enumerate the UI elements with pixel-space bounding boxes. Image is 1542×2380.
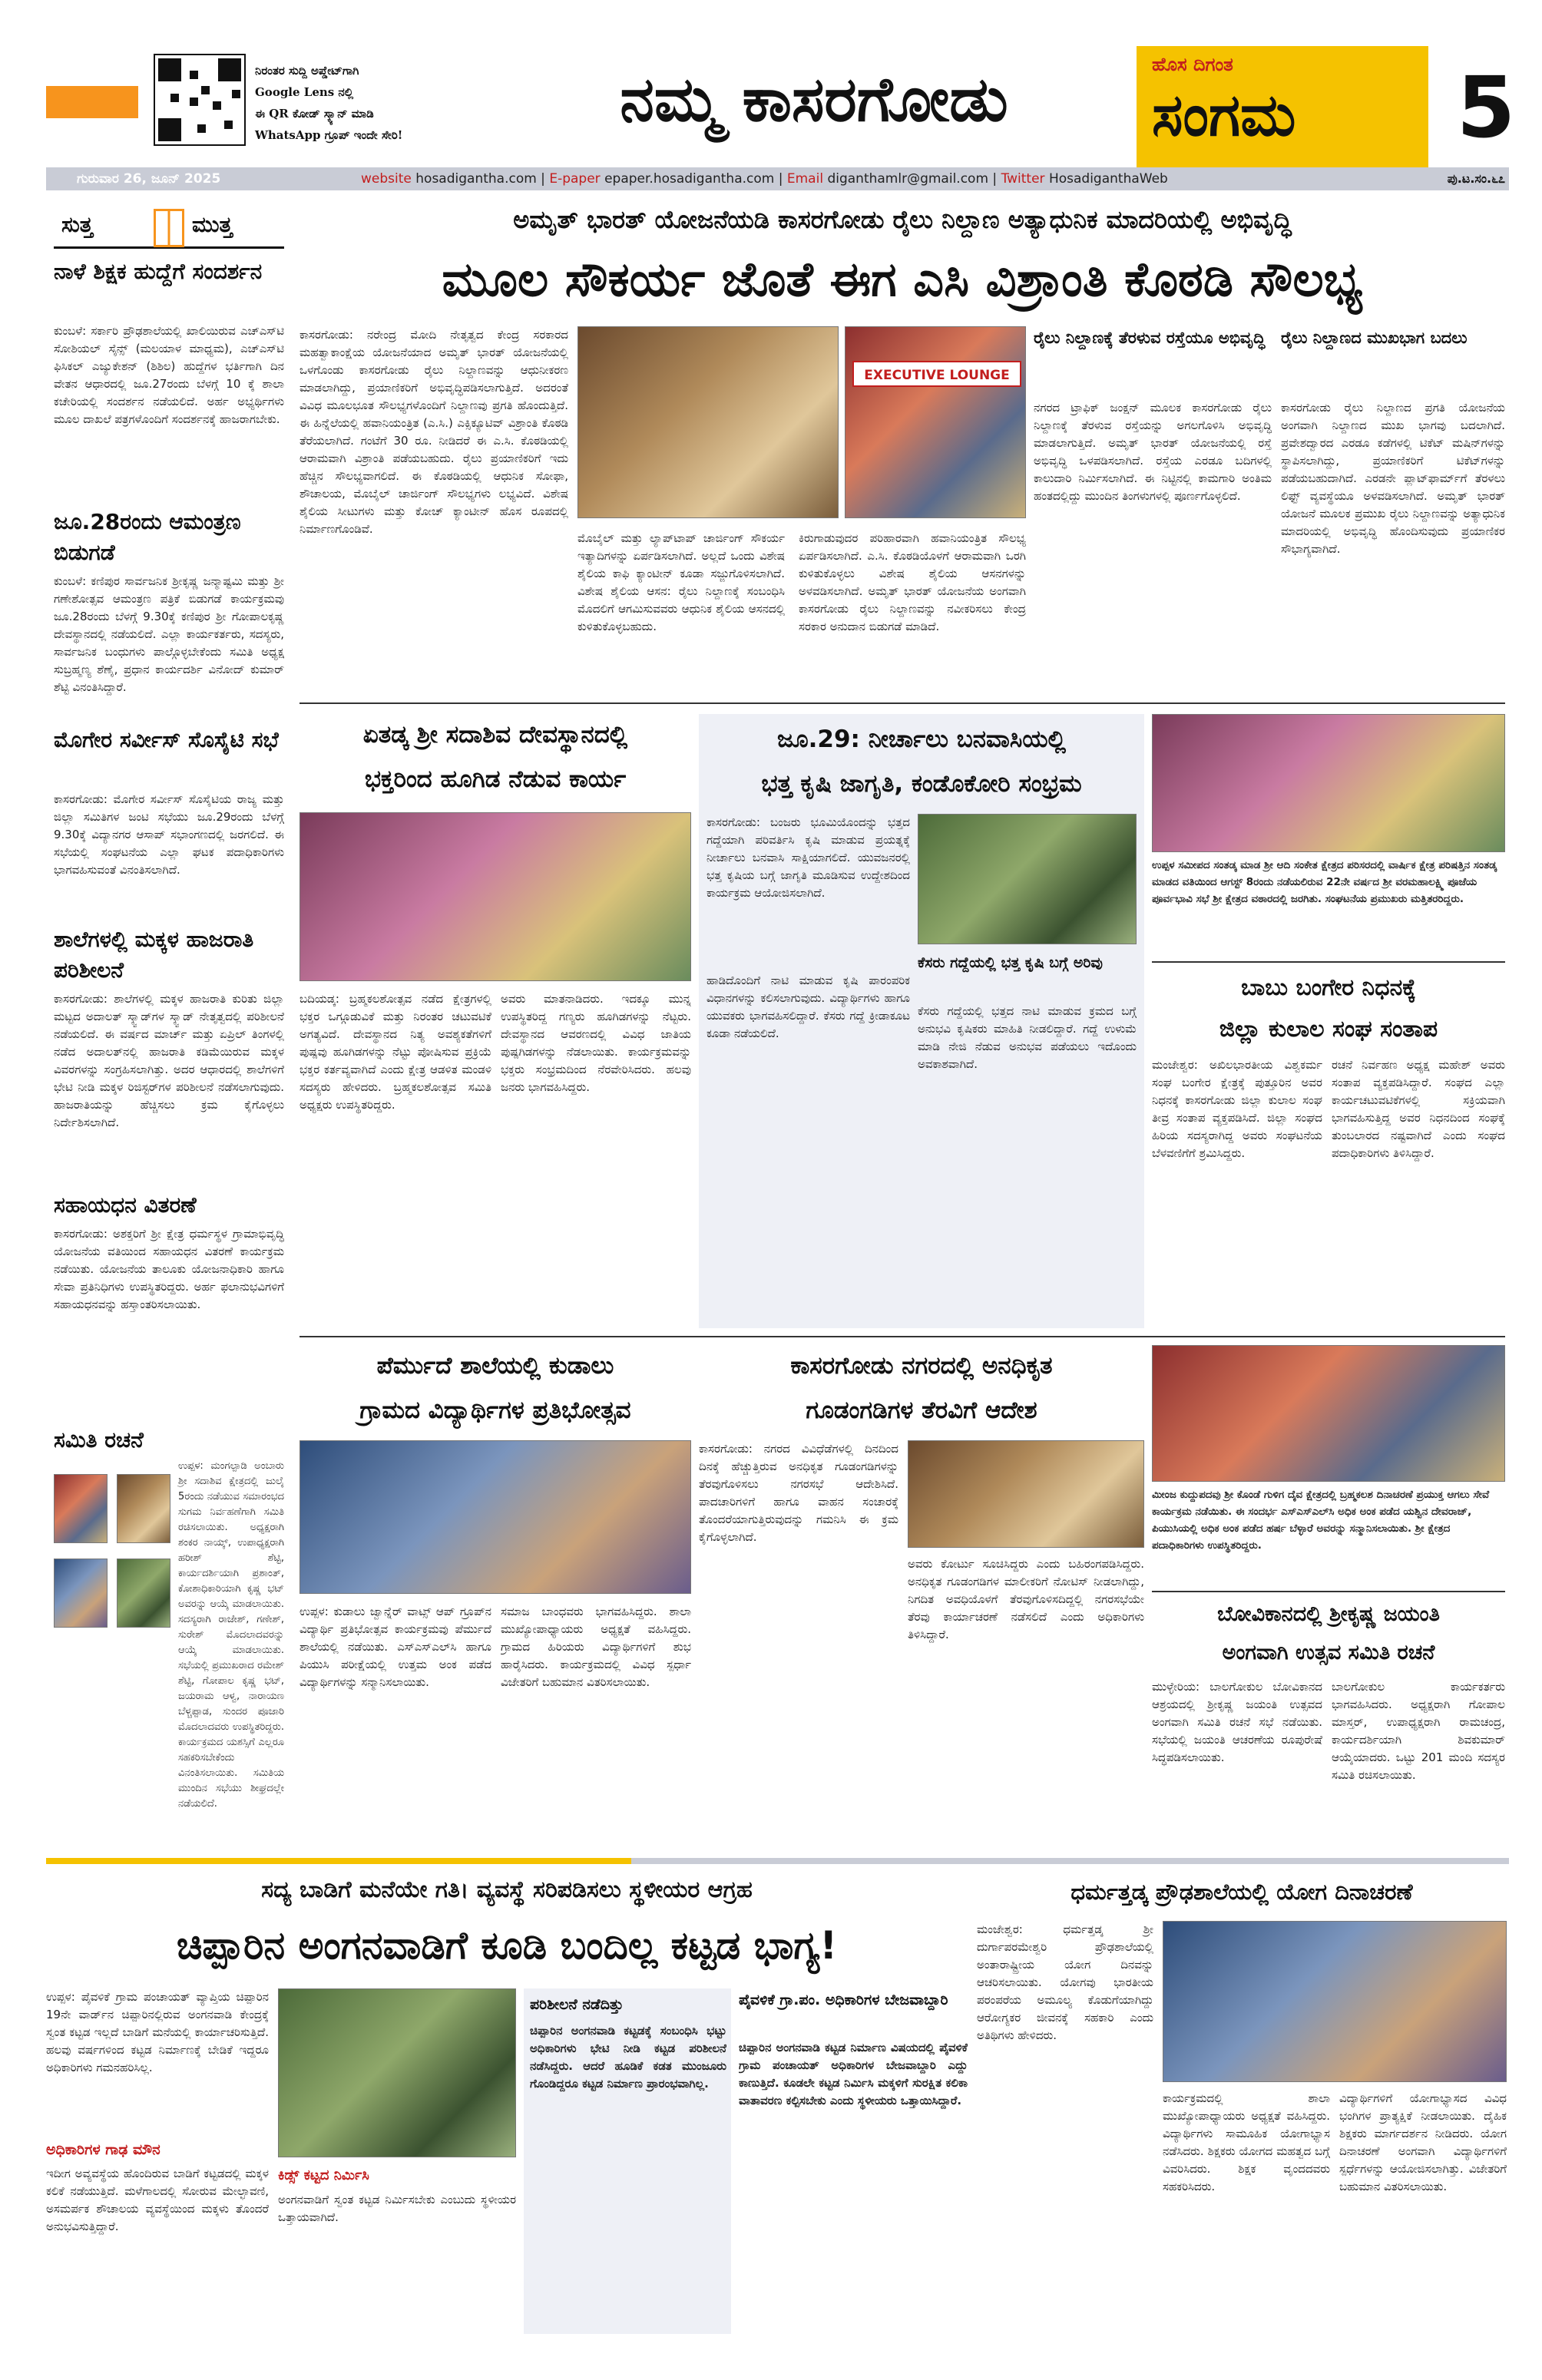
box-body: ಚಿಪ್ಪಾರಿನ ಅಂಗನವಾಡಿ ಕಟ್ಟಡ ನಿರ್ಮಾಣ ವಿಷಯದಲ್ಲಿ ಪೈವಳಿಕೆ ಗ್ರಾಮ ಪಂಚಾಯತ್ ಅಧಿಕಾರಿಗಳ ಬೇಜವಾಬ್ದಾರಿ ಎದ್ದು ಕಾಣುತ್ತಿದೆ. ಕೂಡಲೇ ಕಟ್ಟಡ ನಿರ್ಮಿಸಿ ಮಕ್ಕಳಿಗೆ ಸುರಕ್ಷಿತ ಕಲಿಕಾ ವಾತಾವರಣ ಕಲ್ಪಿಸಬೇಕು ಎಂದು ಸ್ಥಳೀಯರು ಒತ್ತಾಯಿಸಿದ್ದಾರೆ.	[739, 2041, 968, 2107]
story-headline: ಬಾಬು ಬಂಗೇರ ನಿಧನಕ್ಕೆ	[1241, 974, 1416, 1001]
photo-caption: ಮೀಂಜ ಕುದ್ದುಪದವು ಶ್ರೀ ಕೊಂಡೆ ಗುಳಿಗ ದೈವ ಕ್ಷೇತ್ರದಲ್ಲಿ ಬ್ರಹ್ಮಕಲಶ ದಿನಾಚರಣೆ ಪ್ರಯುಕ್ತ ಆಗಲು ಸೇವೆ ಕಾರ್ಯಕ್ರಮ ನಡೆಯಿತು. ಈ ಸಂದರ್ಭ ಎಸ್‌ಎಸ್‌ಎಲ್‌ಸಿ ಅಧಿಕ ಅಂಕ ಪಡೆದ ಯಶ್ವಿನ ದೇವರಾಜ್, ಪಿಯುಸಿಯಲ್ಲಿ ಅಧಿಕ ಅಂಕ ಪಡೆದ ಹರ್ಷ ಬೆಳ್ಳಾರೆ ಅವರನ್ನು ಸನ್ಮಾನಿಸಲಾಯಿತು. ಶ್ರೀ ಕ್ಷೇತ್ರದ ಪದಾಧಿಕಾರಿಗಳು ಉಪಸ್ಥಿತರಿದ್ದರು.	[1152, 1489, 1490, 1552]
epaper-link[interactable]: epaper.hosadigantha.com	[604, 171, 775, 187]
school-event-photo	[299, 1440, 691, 1594]
story-headline: ಗ್ರಾಮದ ವಿದ್ಯಾರ್ಥಿಗಳ ಪ್ರತಿಭೋತ್ಸವ	[359, 1397, 631, 1424]
lead-body-col: ಕಿರುಗಾಡುವುದರ ಪರಿಹಾರವಾಗಿ ಹವಾನಿಯಂತ್ರಿತ ಸೌಲಭ್ಯ ಏರ್ಪಡಿಸಲಾಗಿದೆ. ಎ.ಸಿ. ಕೊಠಡಿಯೊಳಗೆ ಆರಾಮವಾಗಿ ಒರಗಿ ಕುಳಿತುಕೊಳ್ಳಲು ವಿಶೇಷ ಶೈಲಿಯ ಆಸನಗಳನ್ನು ಅಳವಡಿಸಲಾಗಿದೆ. ಅಮೃತ್ ಭಾರತ್ ಯೋಜನೆಯ ಅಂಗವಾಗಿ ಕಾಸರಗೋಡು ರೈಲು ನಿಲ್ದಾಣವನ್ನು ನವೀಕರಿಸಲು ಕೇಂದ್ರ ಸರಕಾರ ಅನುದಾನ ಬಿಡುಗಡೆ ಮಾಡಿದೆ.	[799, 531, 1026, 633]
yoga-session-photo	[1163, 1921, 1507, 2082]
story-headline: ಬೋವಿಕಾನದಲ್ಲಿ ಶ್ರೀಕೃಷ್ಣ ಜಯಂತಿ	[1217, 1602, 1440, 1626]
story-body-col: ಅವರು ಕೋರ್ಟು ಸೂಚಿಸಿದ್ದರು ಎಂದು ಬಹಿರಂಗಪಡಿಸಿದ್ದರು. ಅನಧಿಕೃತ ಗೂಡಂಗಡಿಗಳ ಮಾಲೀಕರಿಗೆ ನೋಟಿಸ್ ನೀಡಲಾಗಿದ್ದು, ನಿಗದಿತ ಅವಧಿಯೊಳಗೆ ತೆರವುಗೊಳಿಸದಿದ್ದಲ್ಲಿ ನಗರಸಭೆಯೇ ತೆರವು ಕಾರ್ಯಾಚರಣೆ ನಡೆಸಲಿದೆ ಎಂದು ಅಧಿಕಾರಿಗಳು ತಿಳಿಸಿದ್ದಾರೆ.	[908, 1557, 1144, 1641]
story-body-col: ಇದೀಗ ಅವ್ಯವಸ್ಥೆಯ ಹೊಂದಿರುವ ಬಾಡಿಗೆ ಕಟ್ಟಡದಲ್ಲಿ ಮಕ್ಕಳ ಕಲಿಕೆ ನಡೆಯುತ್ತಿದೆ. ಮಳೆಗಾಲದಲ್ಲಿ ಸೋರುವ ಮೇಲ್ಛಾವಣಿ, ಅಸಮರ್ಪಕ ಶೌಚಾಲಯ ವ್ಯವಸ್ಥೆಯಿಂದ ಮಕ್ಕಳು ತೊಂದರೆ ಅನುಭವಿಸುತ್ತಿದ್ದಾರೆ.	[46, 2167, 269, 2233]
story-headline: ಜೂ.29: ನೀರ್ಚಾಲು ಬನವಾಸಿಯಲ್ಲಿ	[777, 726, 1066, 753]
brand-small: ಹೊಸ ದಿಗಂತ	[1152, 54, 1233, 75]
page-title: ನಮ್ಮ ಕಾಸರಗೋಡು	[620, 64, 1008, 135]
divider	[299, 702, 1505, 704]
brief-heading: ಮೊಗೇರ ಸರ್ವೀಸ್ ಸೊಸೈಟಿ ಸಭೆ	[54, 727, 279, 752]
masthead-links: website hosadigantha.com | E-paper epaper.hosadigantha.com | Email diganthamlr@gmail.com | Twitter HosadiganthaWeb	[361, 171, 1168, 187]
story-body-col: ಅವರು ಮಾತನಾಡಿದರು. ಇದಕ್ಕೂ ಮುನ್ನ ಉಪಸ್ಥಿತರಿದ್ದ ಗಣ್ಯರು ಹೂಗಿಡಗಳನ್ನು ನೆಟ್ಟರು. ದೇವಸ್ಥಾನದ ಆವರಣದಲ್ಲಿ ವಿವಿಧ ಜಾತಿಯ ಪುಷ್ಪಗಿಡಗಳನ್ನು ನೆಡಲಾಯಿತು. ಕಾರ್ಯಕ್ರಮವನ್ನು ಭಕ್ತರು ಸಂಭ್ರಮದಿಂದ ನೆರವೇರಿಸಿದರು. ಹಲವು ಜನರು ಭಾಗವಹಿಸಿದ್ದರು.	[501, 992, 691, 1094]
story-body-col: ಮಂಜೇಶ್ವರ: ಅಖಿಲಭಾರತೀಯ ವಿಶ್ವಕರ್ಮ ಸಂಘ ಬಂಗೇರ ಕ್ಷೇತ್ರಕ್ಕೆ ಪುತ್ತೂರಿನ ಅವರ ನಿಧನಕ್ಕೆ ಕಾಸರಗೋಡು ಜಿಲ್ಲಾ ಕುಲಾಲ ಸಂಘ ತೀವ್ರ ಸಂತಾಪ ವ್ಯಕ್ತಪಡಿಸಿದೆ. ಜಿಲ್ಲಾ ಸಂಘದ ಹಿರಿಯ ಸದಸ್ಯರಾಗಿದ್ದ ಅವರು ಸಂಘಟನೆಯ ಬೆಳವಣಿಗೆಗೆ ಶ್ರಮಿಸಿದ್ದರು.	[1152, 1058, 1322, 1160]
brief-heading: ಸಹಾಯಧನ ವಿತರಣೆ	[54, 1192, 197, 1218]
box-heading: ಪೈವಳಿಕೆ ಗ್ರಾ.ಪಂ. ಅಧಿಕಾರಿಗಳ ಬೇಜವಾಬ್ದಾರಿ	[739, 1992, 948, 2008]
qr-note-line: WhatsApp ಗ್ರೂಪ್ ಇಂದೇ ಸೇರಿ!	[255, 128, 403, 142]
edition-number: ಪು.ಟ.ಸಂ.೬೭	[1447, 171, 1505, 186]
brief-body: ಉಪ್ಪಳ: ಮಂಗಲ್ಪಾಡಿ ಅಂಬಾರು ಶ್ರೀ ಸದಾಶಿವ ಕ್ಷೇತ್ರದಲ್ಲಿ ಜುಲೈ 5ರಂದು ನಡೆಯುವ ಸಮಾರಂಭದ ಸುಗಮ ನಿರ್ವಹಣೆಗಾಗಿ ಸಮಿತಿ ರಚಿಸಲಾಯಿತು. ಅಧ್ಯಕ್ಷರಾಗಿ ಶಂಕರ ನಾಯ್ಕ್, ಉಪಾಧ್ಯಕ್ಷರಾಗಿ ಹರೀಶ್ ಶೆಟ್ಟಿ, ಕಾರ್ಯದರ್ಶಿಯಾಗಿ ಪ್ರಶಾಂತ್, ಕೋಶಾಧಿಕಾರಿಯಾಗಿ ಕೃಷ್ಣ ಭಟ್ ಅವರನ್ನು ಆಯ್ಕೆ ಮಾಡಲಾಯಿತು. ಸದಸ್ಯರಾಗಿ ರಾಜೇಶ್, ಗಣೇಶ್, ಸುರೇಶ್ ಮೊದಲಾದವರನ್ನು ಆಯ್ಕೆ ಮಾಡಲಾಯಿತು. ಸಭೆಯಲ್ಲಿ ಪ್ರಮುಖರಾದ ರಮೇಶ್ ಶೆಟ್ಟಿ, ಗೋಪಾಲ ಕೃಷ್ಣ ಭಟ್, ಜಯರಾಮ ಆಳ್ವ, ನಾರಾಯಣ ಬೆಳ್ಚಪ್ಪಾಡ, ಸುಂದರ ಪೂಜಾರಿ ಮೊದಲಾದವರು ಉಪಸ್ಥಿತರಿದ್ದರು. ಕಾರ್ಯಕ್ರಮದ ಯಶಸ್ಸಿಗೆ ಎಲ್ಲರೂ ಸಹಕರಿಸಬೇಕೆಂದು ವಿನಂತಿಸಲಾಯಿತು. ಸಮಿತಿಯ ಮುಂದಿನ ಸಭೆಯು ಶೀಘ್ರದಲ್ಲೇ ನಡೆಯಲಿದೆ.	[178, 1460, 284, 1810]
sutta-label: ಸುತ್ತ	[61, 212, 93, 237]
brief-heading: ಸಮಿತಿ ರಚನೆ	[54, 1427, 144, 1453]
lead-headline: ಮೂಲ ಸೌಕರ್ಯ ಜೊತೆ ಈಗ ಎಸಿ ವಿಶ್ರಾಂತಿ ಕೊಠಡಿ ಸೌಲಭ್ಯ	[442, 251, 1363, 307]
story-body-col: ವಿದ್ಯಾರ್ಥಿಗಳಿಗೆ ಯೋಗಾಭ್ಯಾಸದ ವಿವಿಧ ಭಂಗಿಗಳ ಪ್ರಾತ್ಯಕ್ಷಿಕೆ ನೀಡಲಾಯಿತು. ದೈಹಿಕ ಶಿಕ್ಷಕರು ಮಾರ್ಗದರ್ಶನ ನೀಡಿದರು. ಯೋಗ ದಿನಾಚರಣೆ ಅಂಗವಾಗಿ ವಿದ್ಯಾರ್ಥಿಗಳಿಗೆ ಸ್ಪರ್ಧೆಗಳನ್ನು ಆಯೋಜಿಸಲಾಗಿತ್ತು. ವಿಜೇತರಿಗೆ ಬಹುಮಾನ ವಿತರಿಸಲಾಯಿತು.	[1339, 2091, 1507, 2193]
qr-note	[255, 60, 531, 152]
story-body-col: ರಚನೆ ನಿರ್ವಹಣ ಅಧ್ಯಕ್ಷ ಮಹೇಶ್ ಅವರು ಸಂತಾಪ ವ್ಯಕ್ತಪಡಿಸಿದ್ದಾರೆ. ಸಂಘದ ಎಲ್ಲಾ ಕಾರ್ಯಚಟುವಟಿಕೆಗಳಲ್ಲಿ ಸಕ್ರಿಯವಾಗಿ ಭಾಗವಹಿಸುತ್ತಿದ್ದ ಅವರ ನಿಧನದಿಂದ ಸಂಘಕ್ಕೆ ತುಂಬಲಾರದ ನಷ್ಟವಾಗಿದೆ ಎಂದು ಸಂಘದ ಪದಾಧಿಕಾರಿಗಳು ತಿಳಿಸಿದ್ದಾರೆ.	[1332, 1058, 1505, 1160]
story-body-col: ಉಪ್ಪಳ: ಕುಡಾಲು ಜ್ವಾನ್ನೆರ್ ವಾಟ್ಸ್ ಆಪ್ ಗ್ರೂಪ್‌ನ ವಿದ್ಯಾರ್ಥಿ ಪ್ರತಿಭೋತ್ಸವ ಕಾರ್ಯಕ್ರಮವು ಪೆರ್ಮುದೆ ಶಾಲೆಯಲ್ಲಿ ನಡೆಯಿತು. ಎಸ್ಎಸ್ಎಲ್‌ಸಿ ಹಾಗೂ ಪಿಯುಸಿ ಪರೀಕ್ಷೆಯಲ್ಲಿ ಉತ್ತಮ ಅಂಕ ಪಡೆದ ವಿದ್ಯಾರ್ಥಿಗಳನ್ನು ಸನ್ಮಾನಿಸಲಾಯಿತು.	[299, 1605, 491, 1689]
lead-sub-body: ನಗರದ ಟ್ರಾಫಿಕ್ ಜಂಕ್ಷನ್ ಮೂಲಕ ಕಾಸರಗೋಡು ರೈಲು ನಿಲ್ದಾಣಕ್ಕೆ ತೆರಳುವ ರಸ್ತೆಯನ್ನು ಅಗಲಗೊಳಿಸಿ ಅಭಿವೃದ್ಧಿ ಮಾಡಲಾಗುತ್ತಿದೆ. ಅಮೃತ್ ಭಾರತ್ ಯೋಜನೆಯಲ್ಲಿ ರಸ್ತೆ ಅಭಿವೃದ್ಧಿ ಒಳಪಡಿಸಲಾಗಿದೆ. ರಸ್ತೆಯ ಎರಡೂ ಬದಿಗಳಲ್ಲಿ ಕಾಲುದಾರಿ ನಿರ್ಮಿಸಲಾಗಿದೆ. ಈ ನಿಟ್ಟಿನಲ್ಲಿ ಕಾಮಗಾರಿ ಅಂತಿಮ ಹಂತದಲ್ಲಿದ್ದು ಮುಂದಿನ ತಿಂಗಳುಗಳಲ್ಲಿ ಪೂರ್ಣಗೊಳ್ಳಲಿದೆ.	[1034, 401, 1272, 503]
story-headline: ಚಿಪ್ಪಾರಿನ ಅಂಗನವಾಡಿಗೆ ಕೂಡಿ ಬಂದಿಲ್ಲ ಕಟ್ಟಡ ಭಾಗ್ಯ!	[176, 1923, 838, 1968]
masthead	[46, 46, 1516, 169]
story-headline: ಗೂಡಂಗಡಿಗಳ ತೆರವಿಗೆ ಆದೇಶ	[806, 1397, 1037, 1424]
story-body-col: ಸಮಾಜ ಬಾಂಧವರು ಭಾಗವಹಿಸಿದ್ದರು. ಶಾಲಾ ಮುಖ್ಯೋಪಾಧ್ಯಾಯರು ಅಧ್ಯಕ್ಷತೆ ವಹಿಸಿದ್ದರು. ಗ್ರಾಮದ ಹಿರಿಯರು ವಿದ್ಯಾರ್ಥಿಗಳಿಗೆ ಶುಭ ಹಾರೈಸಿದರು. ಕಾರ್ಯಕ್ರಮದಲ್ಲಿ ವಿವಿಧ ಸ್ಪರ್ಧಾ ವಿಜೇತರಿಗೆ ಬಹುಮಾನ ವಿತರಿಸಲಾಯಿತು.	[501, 1605, 691, 1689]
farm-house-photo	[918, 814, 1137, 944]
box-body: ಚಿಪ್ಪಾರಿನ ಅಂಗನವಾಡಿ ಕಟ್ಟಡಕ್ಕೆ ಸಂಬಂಧಿಸಿ ಭಟ್ಟು ಅಧಿಕಾರಿಗಳು ಭೇಟಿ ನೀಡಿ ಕಟ್ಟಡ ಪರಿಶೀಲನೆ ನಡೆಸಿದ್ದರು. ಆದರೆ ಹೂಡಿಕೆ ಕಡತ ಮುಂಜೂರು ಗೊಂಡಿದ್ದರೂ ಕಟ್ಟಡ ನಿರ್ಮಾಣ ಪ್ರಾರಂಭವಾಗಿಲ್ಲ.	[530, 2024, 726, 2091]
story-body-col: ಉಪ್ಪಳ: ಪೈವಳಿಕೆ ಗ್ರಾಮ ಪಂಚಾಯತ್ ವ್ಯಾಪ್ತಿಯ ಚಿಪ್ಪಾರಿನ 19ನೇ ವಾರ್ಡ್‌ನ ಚಿಪ್ಪಾರಿನಲ್ಲಿರುವ ಅಂಗನವಾಡಿ ಕೇಂದ್ರಕ್ಕೆ ಸ್ವಂತ ಕಟ್ಟಡ ಇಲ್ಲದೆ ಬಾಡಿಗೆ ಮನೆಯಲ್ಲಿ ಕಾರ್ಯಾಚರಿಸುತ್ತಿದೆ. ಹಲವು ವರ್ಷಗಳಿಂದ ಕಟ್ಟಡ ನಿರ್ಮಾಣಕ್ಕೆ ಬೇಡಿಕೆ ಇದ್ದರೂ ಅಧಿಕಾರಿಗಳು ಗಮನಹರಿಸಿಲ್ಲ.	[46, 1990, 269, 2074]
lounge-entrance-photo	[845, 326, 1026, 518]
website-link[interactable]: hosadigantha.com	[415, 171, 537, 187]
brief-body: ಕಾಸರಗೋಡು: ಶಾಲೆಗಳಲ್ಲಿ ಮಕ್ಕಳ ಹಾಜರಾತಿ ಕುರಿತು ಜಿಲ್ಲಾ ಮಟ್ಟದ ಅದಾಲತ್ ಸ್ಕ್ವಾಡ್‌ಗಳ ಸ್ಕ್ವಾಡ್ ನೇತೃತ್ವದಲ್ಲಿ ಪರಿಶೀಲನೆ ನಡೆಯಲಿದೆ. ಈ ವರ್ಷದ ಮಾರ್ಚ್ ಮತ್ತು ಏಪ್ರಿಲ್ ತಿಂಗಳಲ್ಲಿ ನಡೆದ ಅದಾಲತ್‌ನಲ್ಲಿ ಹಾಜರಾತಿ ಕಡಿಮೆಯಿರುವ ಮಕ್ಕಳ ವಿವರಗಳನ್ನು ಸಂಗ್ರಹಿಸಲಾಗಿತ್ತು. ಅದರ ಆಧಾರದಲ್ಲಿ ಶಾಲೆಗಳಿಗೆ ಭೇಟಿ ನೀಡಿ ಮಕ್ಕಳ ರಿಜಿಸ್ಟರ್‌ಗಳ ಪರಿಶೀಲನೆ ನಡೆಸಲಾಗುವುದು. ಹಾಜರಾತಿಯನ್ನು ಹೆಚ್ಚಿಸಲು ಕ್ರಮ ಕೈಗೊಳ್ಳಲು ನಿರ್ದೇಶಿಸಲಾಗಿದೆ.	[54, 992, 284, 1129]
story-body-col: ಕಾಸರಗೋಡು: ಬಂಜರು ಭೂಮಿಯೊಂದನ್ನು ಭತ್ತದ ಗದ್ದೆಯಾಗಿ ಪರಿವರ್ತಿಸಿ ಕೃಷಿ ಮಾಡುವ ಪ್ರಯತ್ನಕ್ಕೆ ನೀರ್ಚಾಲು ಬನವಾಸಿ ಸಾಕ್ಷಿಯಾಗಲಿದೆ. ಯುವಜನರಲ್ಲಿ ಭತ್ತ ಕೃಷಿಯ ಬಗ್ಗೆ ಜಾಗೃತಿ ಮೂಡಿಸುವ ಉದ್ದೇಶದಿಂದ ಕಾರ್ಯಕ್ರಮ ಆಯೋಜಿಸಲಾಗಿದೆ.	[706, 815, 910, 900]
divider	[299, 1336, 1505, 1337]
brief-body: ಕಾಸರಗೋಡು: ಅಶಕ್ತರಿಗೆ ಶ್ರೀ ಕ್ಷೇತ್ರ ಧರ್ಮಸ್ಥಳ ಗ್ರಾಮಾಭಿವೃದ್ಧಿ ಯೋಜನೆಯ ವತಿಯಿಂದ ಸಹಾಯಧನ ವಿತರಣೆ ಕಾರ್ಯಕ್ರಮ ನಡೆಯಿತು. ಯೋಜನೆಯ ತಾಲೂಕು ಯೋಜನಾಧಿಕಾರಿ ಹಾಗೂ ಸೇವಾ ಪ್ರತಿನಿಧಿಗಳು ಉಪಸ್ಥಿತರಿದ್ದರು. ಅರ್ಹ ಫಲಾನುಭವಿಗಳಿಗೆ ಸಹಾಯಧನವನ್ನು ಹಸ್ತಾಂತರಿಸಲಾಯಿತು.	[54, 1227, 284, 1311]
story-headline: ಅಂಗವಾಗಿ ಉತ್ಸವ ಸಮಿತಿ ರಚನೆ	[1222, 1641, 1435, 1664]
story-headline: ಏತಡ್ಕ ಶ್ರೀ ಸದಾಶಿವ ದೇವಸ್ಥಾನದಲ್ಲಿ	[362, 721, 628, 749]
website-label: website	[361, 171, 412, 187]
mutta-label: ಮುತ್ತ	[192, 212, 233, 237]
lounge-chairs-photo	[577, 326, 839, 518]
story-body-col: ಕಾಸರಗೋಡು: ನಗರದ ವಿವಿಧೆಡೆಗಳಲ್ಲಿ ದಿನದಿಂದ ದಿನಕ್ಕೆ ಹೆಚ್ಚುತ್ತಿರುವ ಅನಧಿಕೃತ ಗೂಡಂಗಡಿಗಳನ್ನು ತೆರವುಗೊಳಿಸಲು ನಗರಸಭೆ ಆದೇಶಿಸಿದೆ. ಪಾದಚಾರಿಗಳಿಗೆ ಹಾಗೂ ವಾಹನ ಸಂಚಾರಕ್ಕೆ ತೊಂದರೆಯಾಗುತ್ತಿರುವುದನ್ನು ಗಮನಿಸಿ ಈ ಕ್ರಮ ಕೈಗೊಳ್ಳಲಾಗಿದೆ.	[699, 1442, 898, 1544]
lead-body-col: ಕಾಸರಗೋಡು: ನರೇಂದ್ರ ಮೋದಿ ನೇತೃತ್ವದ ಕೇಂದ್ರ ಸರಕಾರದ ಮಹತ್ವಾಕಾಂಕ್ಷೆಯ ಯೋಜನೆಯಾದ ಅಮೃತ್ ಭಾರತ್ ಯೋಜನೆಯಲ್ಲಿ ಒಳಗೊಂಡು ಕಾಸರಗೋಡು ರೈಲು ನಿಲ್ದಾಣವನ್ನು ಆಧುನೀಕರಣ ಮಾಡಲಾಗಿದ್ದು, ಪ್ರಯಾಣಿಕರಿಗೆ ಅಭಿವೃದ್ಧಿಪಡಿಸಲಾಗುತ್ತಿದೆ. ಅದರಂತೆ ವಿವಿಧ ಮೂಲಭೂತ ಸೌಲಭ್ಯಗಳೊಂದಿಗೆ ನಿಲ್ದಾಣವು ಪ್ರಗತಿ ಹೊಂದುತ್ತಿದೆ. ಈ ಹಿನ್ನೆಲೆಯಲ್ಲಿ ಹವಾನಿಯಂತ್ರಿತ (ಎ.ಸಿ.) ಎಕ್ಸಿಕ್ಯೂಟಿವ್ ವಿಶ್ರಾಂತಿ ಕೊಠಡಿ ತೆರೆಯಲಾಗಿದೆ. ಗಂಟೆಗೆ 30 ರೂ. ನೀಡಿದರೆ ಈ ಎ.ಸಿ. ಕೊಠಡಿಯಲ್ಲಿ ಆರಾಮವಾಗಿ ವಿಶ್ರಾಂತಿ ಪಡೆಯಬಹುದು. ರೈಲು ಪ್ರಯಾಣಿಕರಿಗೆ ಇದು ಹೆಚ್ಚಿನ ಸೌಲಭ್ಯವಾಗಲಿದೆ. ಈ ಕೊಠಡಿಯಲ್ಲಿ ಆಧುನಿಕ ಸೋಫಾ, ಶೌಚಾಲಯ, ಮೊಬೈಲ್ ಚಾರ್ಜಿಂಗ್ ಸೌಲಭ್ಯಗಳು ಲಭ್ಯವಿದೆ. ವಿಶೇಷ ಶೈಲಿಯ ಸೀಟುಗಳು ಮತ್ತು ಕೋಚ್ ಕ್ಯಾಂಟೀನ್ ಹೊಸ ರೂಪದಲ್ಲಿ ನಿರ್ಮಾಣಗೊಂಡಿವೆ.	[299, 328, 568, 536]
divider	[1152, 1591, 1505, 1592]
qr-code-icon[interactable]	[154, 54, 246, 146]
email-link[interactable]: diganthamlr@gmail.com	[827, 171, 989, 187]
box-heading: ಪರಿಶೀಲನೆ ನಡೆದಿತ್ತು	[530, 1996, 624, 2013]
story-headline: ಧರ್ಮತ್ತಡ್ಕ ಪ್ರೌಢಶಾಲೆಯಲ್ಲಿ ಯೋಗ ದಿನಾಚರಣೆ	[1070, 1879, 1413, 1905]
story-body-col: ಮುಳ್ಳೇರಿಯ: ಬಾಲಗೋಕುಲ ಬೋವಿಕಾನದ ಆಶ್ರಯದಲ್ಲಿ ಶ್ರೀಕೃಷ್ಣ ಜಯಂತಿ ಉತ್ಸವದ ಅಂಗವಾಗಿ ಸಮಿತಿ ರಚನೆ ಸಭೆ ನಡೆಯಿತು. ಸಭೆಯಲ್ಲಿ ಜಯಂತಿ ಆಚರಣೆಯ ರೂಪುರೇಷೆ ಸಿದ್ಧಪಡಿಸಲಾಯಿತು.	[1152, 1680, 1322, 1764]
sangha-meeting-photo	[1152, 714, 1505, 852]
section-divider	[46, 1858, 1509, 1864]
municipality-building-photo	[908, 1440, 1144, 1548]
award-ceremony-photo	[1152, 1345, 1505, 1482]
issue-date: ಗುರುವಾರ 26, ಜೂನ್ 2025	[77, 171, 221, 187]
qr-note-line: Google Lens ನಲ್ಲಿ	[255, 85, 354, 99]
story-headline: ಪೆರ್ಮುದೆ ಶಾಲೆಯಲ್ಲಿ ಕುಡಾಲು	[376, 1352, 614, 1380]
book-icon	[154, 209, 184, 247]
brief-body: ಕುಂಬಳೆ: ಸರ್ಕಾರಿ ಪ್ರೌಢಶಾಲೆಯಲ್ಲಿ ಖಾಲಿಯಿರುವ ಎಚ್‌ಎಸ್‌ಟಿ ಸೋಶಿಯಲ್ ಸೈನ್ಸ್ (ಮಲಯಾಳ ಮಾಧ್ಯಮ), ಎಚ್‌ಎಸ್‌ಟಿ ಫಿಸಿಕಲ್ ಎಜ್ಯುಕೇಶನ್ (ಶಿಶಿಲ) ಹುದ್ದೆಗಳ ಭರ್ತಿಗಾಗಿ ದಿನ ವೇತನ ಆಧಾರದಲ್ಲಿ ಜೂ.27ರಂದು ಬೆಳಗ್ಗೆ 10 ಕ್ಕೆ ಶಾಲಾ ಕಚೇರಿಯಲ್ಲಿ ಸಂದರ್ಶನ ನಡೆಯಲಿದೆ. ಅರ್ಹ ಅಭ್ಯರ್ಥಿಗಳು ಮೂಲ ದಾಖಲೆ ಪತ್ರಗಳೊಂದಿಗೆ ಸಂದರ್ಶನಕ್ಕೆ ಹಾಜರಾಗಬೇಕು.	[54, 324, 284, 426]
story-subheading: ಕೆಸರು ಗದ್ದೆಯಲ್ಲಿ ಭತ್ತ ಕೃಷಿ ಬಗ್ಗೆ ಅರಿವು	[918, 954, 1103, 971]
page-number: 5	[1456, 61, 1516, 154]
email-label: Email	[786, 171, 824, 187]
brief-body: ಕಾಸರಗೋಡು: ಮೊಗೇರ ಸರ್ವೀಸ್ ಸೊಸೈಟಿಯ ರಾಜ್ಯ ಮತ್ತು ಜಿಲ್ಲಾ ಸಮಿತಿಗಳ ಜಂಟಿ ಸಭೆಯು ಜೂ.29ರಂದು ಬೆಳಗ್ಗೆ 9.30ಕ್ಕೆ ವಿದ್ಯಾನಗರ ಆಸಾಪ್ ಸಭಾಂಗಣದಲ್ಲಿ ಜರಗಲಿದೆ. ಈ ಸಭೆಯಲ್ಲಿ ಸಂಘಟನೆಯ ಎಲ್ಲಾ ಘಟಕ ಪದಾಧಿಕಾರಿಗಳು ಭಾಗವಹಿಸುವಂತೆ ವಿನಂತಿಸಲಾಗಿದೆ.	[54, 792, 284, 877]
story-body-col: ಹಾಡಿದೊಂದಿಗೆ ನಾಟಿ ಮಾಡುವ ಕೃಷಿ ಪಾರಂಪರಿಕ ವಿಧಾನಗಳನ್ನು ಕಲಿಸಲಾಗುವುದು. ವಿದ್ಯಾರ್ಥಿಗಳು ಹಾಗೂ ಯುವಕರು ಭಾಗವಹಿಸಲಿದ್ದಾರೆ. ಕೆಸರು ಗದ್ದೆ ಕ್ರೀಡಾಕೂಟ ಕೂಡಾ ನಡೆಯಲಿದೆ.	[706, 973, 910, 1040]
story-sub-body: ಕೆಸರು ಗದ್ದೆಯಲ್ಲಿ ಭತ್ತದ ನಾಟಿ ಮಾಡುವ ಕ್ರಮದ ಬಗ್ಗೆ ಅನುಭವಿ ಕೃಷಿಕರು ಮಾಹಿತಿ ನೀಡಲಿದ್ದಾರೆ. ಗದ್ದೆ ಉಳುಮೆ ಮಾಡಿ ನೇಜಿ ನೆಡುವ ಅನುಭವ ಪಡೆಯಲು ಇದೊಂದು ಅವಕಾಶವಾಗಿದೆ.	[918, 1004, 1137, 1071]
lead-kicker: ಅಮೃತ್ ಭಾರತ್ ಯೋಜನೆಯಡಿ ಕಾಸರಗೋಡು ರೈಲು ನಿಲ್ದಾಣ ಅತ್ಯಾಧುನಿಕ ಮಾದರಿಯಲ್ಲಿ ಅಭಿವೃದ್ಧಿ	[513, 205, 1292, 234]
story-headline: ಭಕ್ತರಿಂದ ಹೂಗಿಡ ನೆಡುವ ಕಾರ್ಯ	[364, 765, 627, 793]
brief-body: ಕುಂಬಳೆ: ಕಣಿಪುರ ಸಾರ್ವಜನಿಕ ಶ್ರೀಕೃಷ್ಣ ಜನ್ಮಾಷ್ಟಮಿ ಮತ್ತು ಶ್ರೀ ಗಣೇಶೋತ್ಸವ ಆಮಂತ್ರಣ ಪತ್ರಿಕೆ ಬಿಡುಗಡೆ ಕಾರ್ಯಕ್ರಮವು ಜೂ.28ರಂದು ಬೆಳಗ್ಗೆ 9.30ಕ್ಕೆ ಕಣಿಪುರ ಶ್ರೀ ಗೋಪಾಲಕೃಷ್ಣ ದೇವಸ್ಥಾನದಲ್ಲಿ ನಡೆಯಲಿದೆ. ಎಲ್ಲಾ ಕಾರ್ಯಕರ್ತರು, ಸದಸ್ಯರು, ಸಾರ್ವಜನಿಕ ಬಂಧುಗಳು ಪಾಲ್ಗೊಳ್ಳಬೇಕೆಂದು ಸಮಿತಿ ಅಧ್ಯಕ್ಷ ಸುಬ್ರಹ್ಮಣ್ಯ ಶೆಣೈ, ಪ್ರಧಾನ ಕಾರ್ಯದರ್ಶಿ ವಿನೋದ್ ಕುಮಾರ್ ಶೆಟ್ಟಿ ವಿನಂತಿಸಿದ್ದಾರೆ.	[54, 574, 284, 694]
twitter-link[interactable]: HosadiganthaWeb	[1048, 171, 1168, 187]
story-headline: ಭತ್ತ ಕೃಷಿ ಜಾಗೃತಿ, ಕಂಡೊಕೋರಿ ಸಂಭ್ರಮ	[761, 770, 1082, 798]
story-body-col: ಮಂಜೇಶ್ವರ: ಧರ್ಮತ್ತಡ್ಕ ಶ್ರೀ ದುರ್ಗಾಪರಮೇಶ್ವರಿ ಪ್ರೌಢಶಾಲೆಯಲ್ಲಿ ಅಂತಾರಾಷ್ಟ್ರೀಯ ಯೋಗ ದಿನವನ್ನು ಆಚರಿಸಲಾಯಿತು. ಯೋಗವು ಭಾರತೀಯ ಪರಂಪರೆಯ ಅಮೂಲ್ಯ ಕೊಡುಗೆಯಾಗಿದ್ದು ಆರೋಗ್ಯಕರ ಜೀವನಕ್ಕೆ ಸಹಕಾರಿ ಎಂದು ಅತಿಥಿಗಳು ಹೇಳಿದರು.	[977, 1922, 1153, 2042]
qr-note-line: ಈ QR ಕೋಡ್ ಸ್ಕ್ಯಾನ್ ಮಾಡಿ	[255, 107, 374, 121]
anganwadi-building-photo	[278, 1988, 516, 2157]
lounge-sign: EXECUTIVE LOUNGE	[852, 361, 1021, 387]
box-heading: ಕಿಡ್ಸ್ ಕಟ್ಟದ ನಿರ್ಮಿಸಿ	[278, 2167, 369, 2183]
brief-heading: ಜೂ.28ರಂದು ಆಮಂತ್ರಣ ಬಿಡುಗಡೆ	[54, 509, 241, 565]
story-headline: ಕಾಸರಗೋಡು ನಗರದಲ್ಲಿ ಅನಧಿಕೃತ	[790, 1352, 1053, 1380]
qr-note-line: ನಿರಂತರ ಸುದ್ದಿ ಅಪ್ಡೇಟ್‌ಗಾಗಿ	[255, 64, 359, 78]
brand-big: ಸಂಗಮ	[1152, 81, 1296, 149]
lead-subheading: ರೈಲು ನಿಲ್ದಾಣದ ಮುಖಭಾಗ ಬದಲು	[1281, 329, 1468, 347]
divider	[1152, 961, 1505, 963]
lead-subheading: ರೈಲು ನಿಲ್ದಾಣಕ್ಕೆ ತೆರಳುವ ರಸ್ತೆಯೂ ಅಭಿವೃದ್ಧಿ	[1034, 329, 1266, 347]
story-body-col: ಬಾಲಗೋಕುಲ ಕಾರ್ಯಕರ್ತರು ಭಾಗವಹಿಸಿದರು. ಅಧ್ಯಕ್ಷರಾಗಿ ಗೋಪಾಲ ಮಾಸ್ತರ್, ಉಪಾಧ್ಯಕ್ಷರಾಗಿ ರಾಮಚಂದ್ರ, ಕಾರ್ಯದರ್ಶಿಯಾಗಿ ಶಿವಕುಮಾರ್ ಆಯ್ಕೆಯಾದರು. ಒಟ್ಟು 201 ಮಂದಿ ಸದಸ್ಯರ ಸಮಿತಿ ರಚಿಸಲಾಯಿತು.	[1332, 1680, 1505, 1782]
twitter-label: Twitter	[1001, 171, 1045, 187]
story-subheading: ಅಧಿಕಾರಿಗಳ ಗಾಢ ಮೌನ	[46, 2141, 160, 2158]
story-body-col: ಬದಿಯಡ್ಕ: ಬ್ರಹ್ಮಕಲಶೋತ್ಸವ ನಡೆದ ಕ್ಷೇತ್ರಗಳಲ್ಲಿ ಭಕ್ತರ ಒಗ್ಗೂಡುವಿಕೆ ಮತ್ತು ನಿರಂತರ ಚಟುವಟಿಕೆ ಅಗತ್ಯವಿದೆ. ದೇವಸ್ಥಾನದ ನಿತ್ಯ ಅವಶ್ಯಕತೆಗಳಿಗೆ ಪುಷ್ಪವು ಹೂಗಿಡಗಳನ್ನು ನೆಟ್ಟು ಪೋಷಿಸುವ ಪ್ರಕ್ರಿಯೆ ಭಕ್ತರ ಕರ್ತವ್ಯವಾಗಿದೆ ಎಂದು ಕ್ಷೇತ್ರ ಆಡಳಿತ ಮಂಡಳಿ ಸದಸ್ಯರು ಹೇಳಿದರು. ಬ್ರಹ್ಮಕಲಶೋತ್ಸವ ಸಮಿತಿ ಅಧ್ಯಕ್ಷರು ಉಪಸ್ಥಿತರಿದ್ದರು.	[299, 992, 491, 1112]
photo-caption: ಉಪ್ಪಳ ಸಮೀಪದ ಸಂತಡ್ಕ ಮಾಡ ಶ್ರೀ ಆದಿ ಸಂಕೇತ ಕ್ಷೇತ್ರದ ಪರಿಸರದಲ್ಲಿ ವಾರ್ಷಿಕ ಕ್ಷೇತ್ರ ಪರಿಷತ್ತಿನ ಸಂತಡ್ಕ ಮಾಡದ ವತಿಯಿಂದ ಆಗಸ್ಟ್ 8ರಂದು ನಡೆಯಲಿರುವ 22ನೇ ವರ್ಷದ ಶ್ರೀ ವರಮಹಾಲಕ್ಷ್ಮಿ ಪೂಜೆಯ ಪೂರ್ವಭಾವಿ ಸಭೆ ಶ್ರೀ ಕ್ಷೇತ್ರದ ವಠಾರದಲ್ಲಿ ಜರಗಿತು. ಸಂಘಟನೆಯ ಪ್ರಮುಖರು ಮತ್ತಿತರರಿದ್ದರು.	[1152, 859, 1497, 905]
box-body: ಅಂಗನವಾಡಿಗೆ ಸ್ವಂತ ಕಟ್ಟಡ ನಿರ್ಮಿಸಬೇಕು ಎಂಬುದು ಸ್ಥಳೀಯರ ಒತ್ತಾಯವಾಗಿದೆ.	[278, 2193, 516, 2224]
story-kicker: ಸದ್ಯ ಬಾಡಿಗೆ ಮನೆಯೇ ಗತಿ। ವ್ಯವಸ್ಥೆ ಸರಿಪಡಿಸಲು ಸ್ಥಳೀಯರ ಆಗ್ರಹ	[261, 1876, 753, 1903]
brief-heading: ನಾಳೆ ಶಿಕ್ಷಕ ಹುದ್ದೆಗೆ ಸಂದರ್ಶನ	[54, 259, 263, 284]
story-body-col: ಕಾರ್ಯಕ್ರಮದಲ್ಲಿ ಶಾಲಾ ಮುಖ್ಯೋಪಾಧ್ಯಾಯರು ಅಧ್ಯಕ್ಷತೆ ವಹಿಸಿದ್ದರು. ವಿದ್ಯಾರ್ಥಿಗಳು ಸಾಮೂಹಿಕ ಯೋಗಾಭ್ಯಾಸ ನಡೆಸಿದರು. ಶಿಕ್ಷಕರು ಯೋಗದ ಮಹತ್ವದ ಬಗ್ಗೆ ವಿವರಿಸಿದರು. ಶಿಕ್ಷಕ ವೃಂದದವರು ಸಹಕರಿಸಿದರು.	[1163, 2091, 1330, 2193]
epaper-label: E-paper	[549, 171, 601, 187]
sutta-mutta-header	[54, 207, 284, 249]
lead-sub-body: ಕಾಸರಗೋಡು ರೈಲು ನಿಲ್ದಾಣದ ಪ್ರಗತಿ ಯೋಜನೆಯ ಅಂಗವಾಗಿ ನಿಲ್ದಾಣದ ಮುಖ ಭಾಗವು ಬದಲಾಗಿದೆ. ಪ್ರವೇಶದ್ವಾರದ ಎರಡೂ ಕಡೆಗಳಲ್ಲಿ ಟಿಕೆಟ್ ಮಷಿನ್‌ಗಳನ್ನು ಸ್ಥಾಪಿಸಲಾಗಿದ್ದು, ಪ್ರಯಾಣಿಕರಿಗೆ ಟಿಕೆಟ್‌ಗಳನ್ನು ಪಡೆಯಬಹುದಾಗಿದೆ. ಎರಡನೇ ಪ್ಲಾಟ್‌ಫಾರ್ಮ್‌ಗೆ ತೆರಳಲು ಲಿಫ್ಟ್ ವ್ಯವಸ್ಥೆಯೂ ಅಳವಡಿಸಲಾಗಿದೆ. ಅಮೃತ್ ಭಾರತ್ ಯೋಜನೆ ಮೂಲಕ ಪ್ರಮುಖ ರೈಲು ನಿಲ್ದಾಣವನ್ನು ಅತ್ಯಾಧುನಿಕ ಮಾದರಿಯಲ್ಲಿ ಅಭಿವೃದ್ಧಿ ಹೊಂದಿಸುವುದು ಪ್ರಯಾಣಿಕರ ಸೌಭಾಗ್ಯವಾಗಿದೆ.	[1281, 401, 1505, 556]
temple-plantation-photo	[299, 812, 691, 981]
story-headline: ಜಿಲ್ಲಾ ಕುಲಾಲ ಸಂಘ ಸಂತಾಪ	[1219, 1016, 1438, 1043]
orange-bar	[46, 86, 138, 118]
lead-body-col: ಮೊಬೈಲ್ ಮತ್ತು ಲ್ಯಾಪ್‌ಟಾಪ್ ಚಾರ್ಜಿಂಗ್ ಸೌಕರ್ಯ ಇತ್ಯಾದಿಗಳನ್ನು ಏರ್ಪಡಿಸಲಾಗಿದೆ. ಅಲ್ಲದೆ ಒಂದು ವಿಶೇಷ ಶೈಲಿಯ ಕಾಫಿ ಕ್ಯಾಂಟೀನ್ ಕೂಡಾ ಸಜ್ಜುಗೊಳಿಸಲಾಗಿದೆ. ವಿಶೇಷ ಶೈಲಿಯ ಆಸನ: ರೈಲು ನಿಲ್ದಾಣಕ್ಕೆ ಸಂಬಂಧಿಸಿ ಮೊದಲಿಗೆ ಆಗಮಿಸುವವರು ಆಧುನಿಕ ಶೈಲಿಯ ಆಸನದಲ್ಲಿ ಕುಳಿತುಕೊಳ್ಳಬಹುದು.	[577, 531, 785, 633]
brief-heading: ಶಾಲೆಗಳಲ್ಲಿ ಮಕ್ಕಳ ಹಾಜರಾತಿ ಪರಿಶೀಲನೆ	[54, 927, 254, 983]
